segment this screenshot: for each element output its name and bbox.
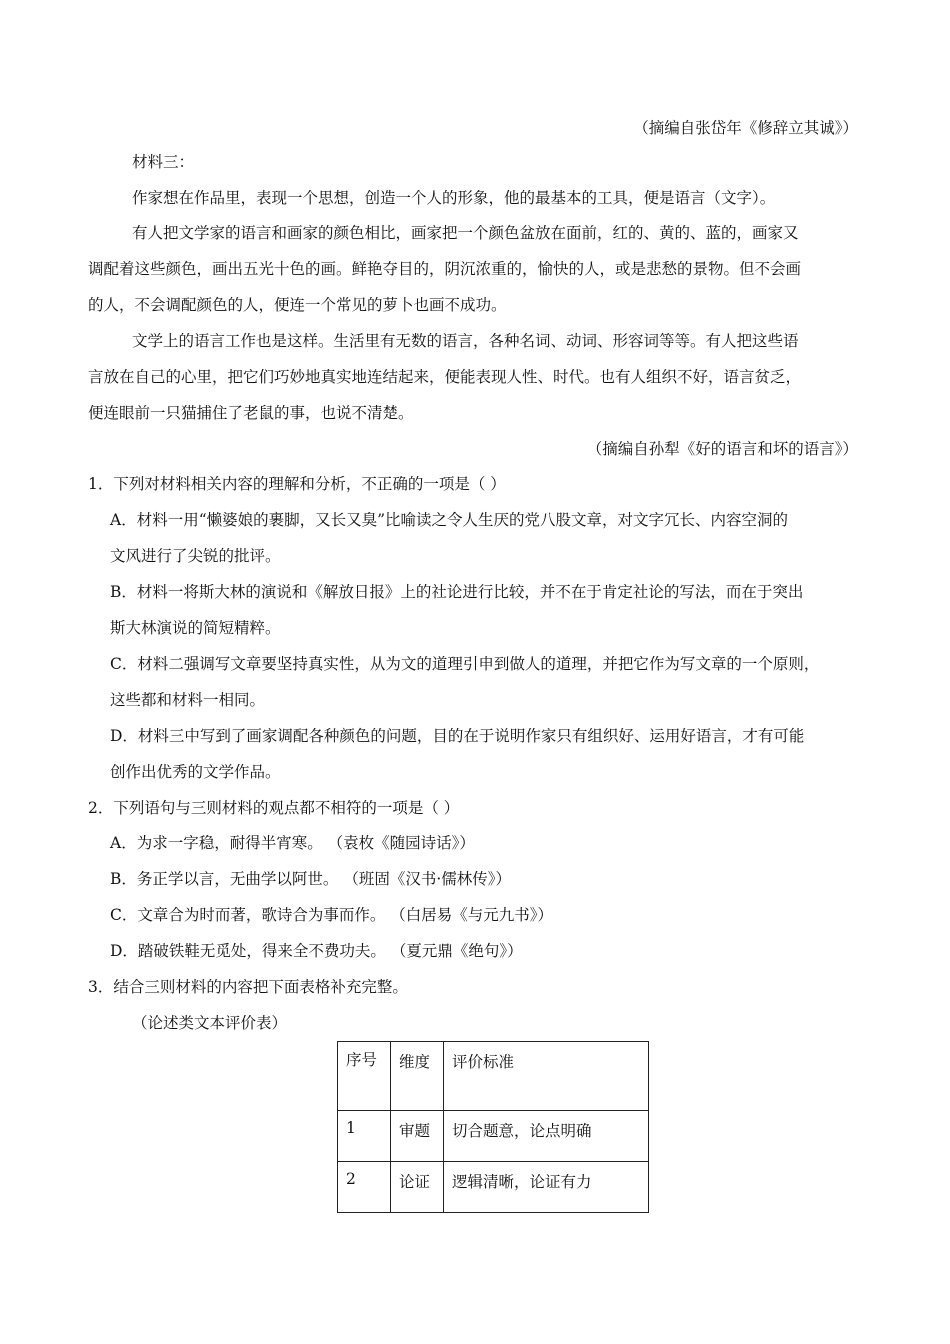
question-2-option-b: B．务正学以言，无曲学以阿世。 （班固《汉书·儒林传》）: [110, 870, 511, 888]
question-1-option-a: 文风进行了尖锐的批评。: [110, 547, 281, 565]
question-2-option-c: C．文章合为时而著，歌诗合为事而作。 （白居易《与元九书》）: [110, 906, 554, 924]
material3-paragraph: 调配着这些颜色，画出五光十色的画。鲜艳夺目的，阴沉浓重的，愉快的人，或是悲愁的景物。但不会画: [88, 260, 802, 278]
material3-paragraph: 便连眼前一只猫捕住了老鼠的事，也说不清楚。: [88, 404, 414, 422]
table-row: [338, 1111, 649, 1162]
table-cell: 论证: [391, 1162, 444, 1213]
material3-paragraph: 作家想在作品里，表现一个思想，创造一个人的形象，他的最基本的工具，便是语言（文字）。: [132, 189, 776, 207]
table-caption: （论述类文本评价表）: [132, 1014, 288, 1032]
material3-paragraph: 有人把文学家的语言和画家的颜色相比，画家把一个颜色盆放在面前，红的、黄的、蓝的，画家又: [132, 224, 799, 242]
table-cell: 逻辑清晰，论证有力: [444, 1162, 649, 1213]
table-row: [338, 1162, 649, 1213]
question-1-option-c: 这些都和材料一相同。: [110, 691, 266, 709]
question-2-option-d: D．踏破铁鞋无觅处，得来全不费功夫。 （夏元鼎《绝句》）: [110, 942, 523, 960]
material3-source: （摘编自孙犁《好的语言和坏的语言》）: [586, 440, 858, 458]
question-1-option-b: B．材料一将斯大林的演说和《解放日报》上的社论进行比较，并不在于肯定社论的写法，而在于突出: [110, 583, 804, 601]
table-cell: 1: [338, 1111, 391, 1162]
table-header-cell: 维度: [391, 1042, 444, 1111]
material3-paragraph: 文学上的语言工作也是这样。生活里有无数的语言，各种名词、动词、形容词等等。有人把这些语: [132, 332, 799, 350]
question-1-option-b: 斯大林演说的简短精粹。: [110, 619, 281, 637]
table-header-row: [338, 1042, 649, 1111]
question-2-option-a: A．为求一字稳，耐得半宵寒。 （袁枚《随园诗话》）: [110, 834, 475, 852]
question-3-stem: 3．结合三则材料的内容把下面表格补充完整。: [88, 978, 408, 996]
question-1-option-d: D．材料三中写到了画家调配各种颜色的问题，目的在于说明作家只有组织好、运用好语言，才有可能: [110, 727, 805, 745]
question-1-option-c: C．材料二强调写文章要坚持真实性，从为文的道理引申到做人的道理，并把它作为写文章的一个原则，: [110, 655, 820, 673]
table-header-cell: 评价标准: [444, 1042, 649, 1111]
question-2-stem: 2．下列语句与三则材料的观点都不相符的一项是（ ）: [88, 799, 460, 817]
material3-paragraph: 的人，不会调配颜色的人，便连一个常见的萝卜也画不成功。: [88, 296, 507, 314]
table-cell: 2: [338, 1162, 391, 1213]
table-cell: 审题: [391, 1111, 444, 1162]
material3-paragraph: 言放在自己的心里，把它们巧妙地真实地连结起来，便能表现人性、时代。也有人组织不好，语言贫乏，: [88, 368, 802, 386]
question-1-option-d: 创作出优秀的文学作品。: [110, 763, 281, 781]
material2-source: （摘编自张岱年《修辞立其诚》）: [633, 119, 858, 137]
table-cell: 切合题意，论点明确: [444, 1111, 649, 1162]
question-1-stem: 1．下列对材料相关内容的理解和分析，不正确的一项是（ ）: [88, 475, 506, 493]
question-1-option-a: A．材料一用“懒婆娘的裹脚，又长又臭”比喻读之令人生厌的党八股文章，对文字冗长、内容空洞的: [110, 511, 789, 529]
material3-label: 材料三：: [132, 153, 195, 171]
evaluation-table: [337, 1041, 649, 1213]
table-header-cell: 序号: [338, 1042, 391, 1111]
